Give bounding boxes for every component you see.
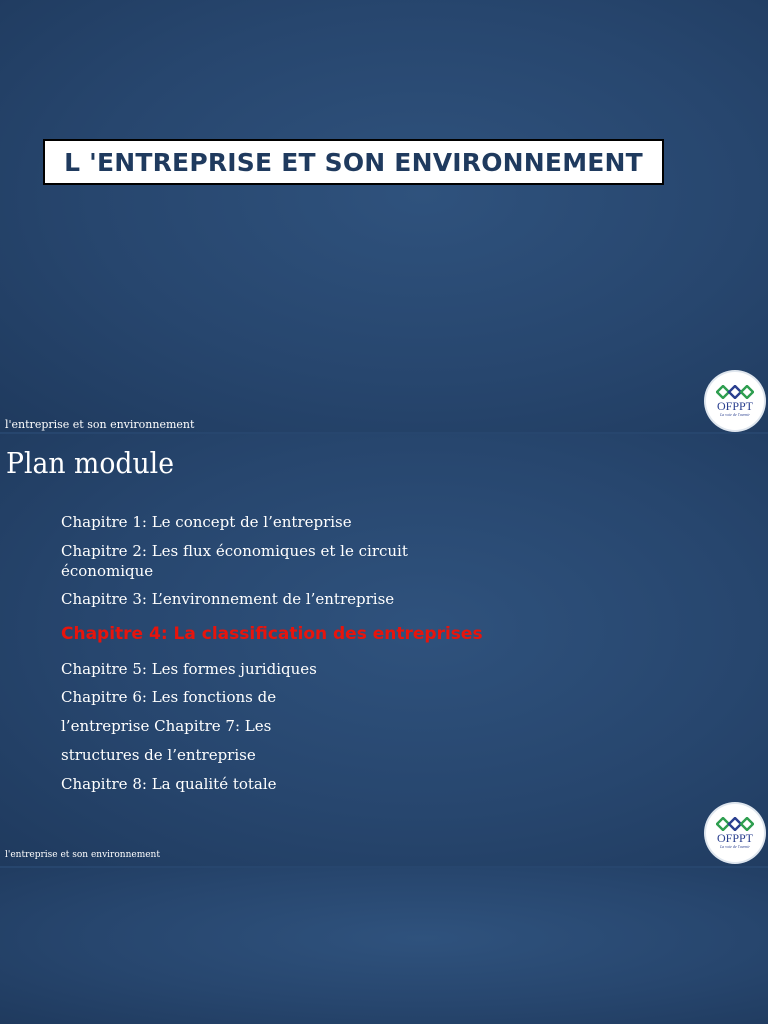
chapter-item-highlighted: Chapitre 4: La classification des entreprises xyxy=(61,624,483,644)
logo-tagline: La voie de l'avenir xyxy=(720,844,750,849)
ofppt-logo xyxy=(706,804,764,862)
plan-slide xyxy=(0,434,768,866)
chapter-item: l’entreprise Chapitre 7: Les xyxy=(61,717,272,735)
chapter-item: Chapitre 5: Les formes juridiques xyxy=(61,660,317,678)
chapter-item: Chapitre 3: L’environnement de l’entreprise xyxy=(61,590,395,608)
chapter-item: Chapitre 6: Les fonctions de xyxy=(61,688,277,706)
chapter-item: Chapitre 1: Le concept de l’entreprise xyxy=(61,513,352,531)
next-slide-partial xyxy=(0,868,768,1024)
chapter-item-continuation: économique xyxy=(61,562,154,580)
chapter-item: Chapitre 8: La qualité totale xyxy=(61,775,277,793)
logo-tagline: La voie de l'avenir xyxy=(720,412,750,417)
plan-heading: Plan module xyxy=(6,446,175,480)
slide-footer: l'entreprise et son environnement xyxy=(5,418,195,431)
ofppt-emblem-icon xyxy=(716,385,754,399)
title-slide xyxy=(0,0,768,432)
chapter-item: Chapitre 2: Les flux économiques et le circuit xyxy=(61,542,408,560)
ofppt-logo xyxy=(706,372,764,430)
slide-footer: l'entreprise et son environnement xyxy=(5,850,160,860)
slide-title: L 'ENTREPRISE ET SON ENVIRONNEMENT xyxy=(43,139,664,185)
logo-name: OFPPT xyxy=(716,831,754,845)
logo-name: OFPPT xyxy=(716,399,754,413)
chapter-item: structures de l’entreprise xyxy=(61,746,256,764)
ofppt-emblem-icon xyxy=(716,817,754,831)
